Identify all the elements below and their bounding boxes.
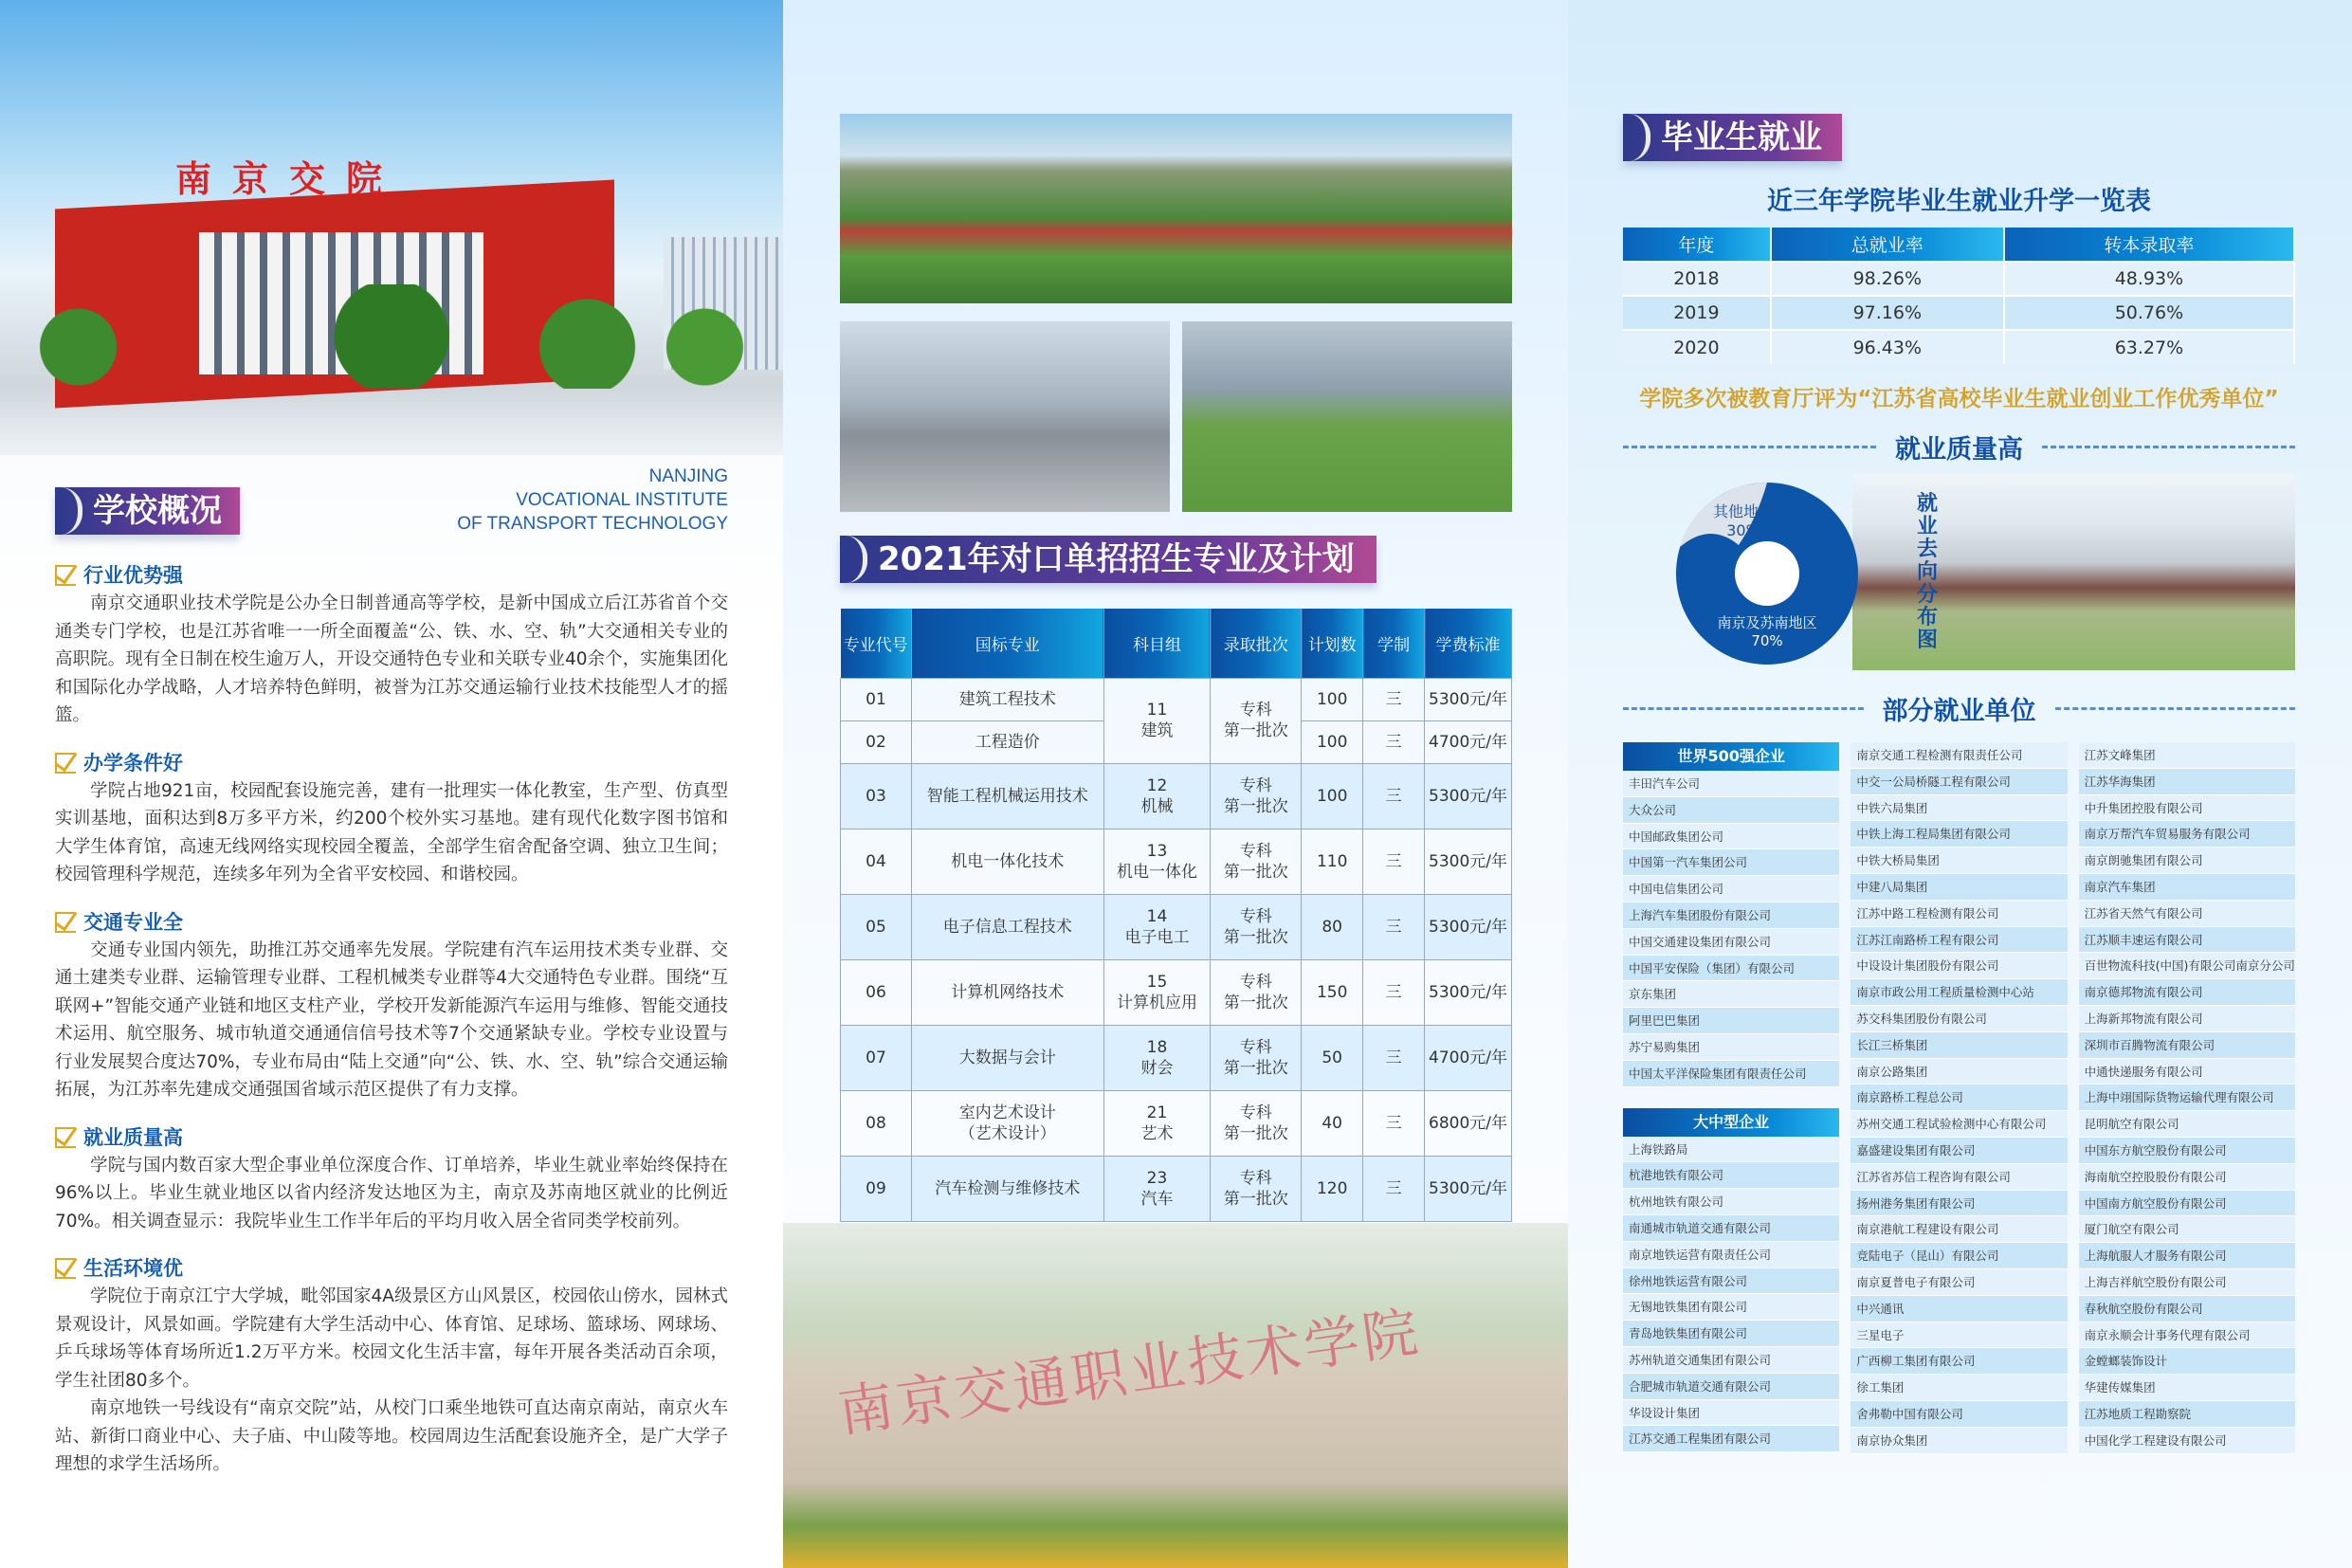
employer-item: 春秋航空股份有限公司: [2079, 1296, 2295, 1322]
admission-batch: 专科 第一批次: [1211, 959, 1302, 1025]
major-name: 机电一体化技术: [911, 829, 1103, 894]
employer-item: 杭州地铁有限公司: [1623, 1189, 1839, 1215]
middle-panel: [783, 0, 1568, 1568]
subject-group: 18 财会: [1103, 1025, 1211, 1090]
upgrade-rate: 48.93%: [2004, 262, 2294, 296]
employer-item: 无锡地铁集团有限公司: [1623, 1294, 1839, 1321]
inscribed-rock-photo: [783, 1223, 1568, 1568]
employer-item: 嘉盛建设集团有限公司: [1851, 1138, 2067, 1164]
study-years: 三: [1363, 1090, 1425, 1156]
admission-batch: 专科 第一批次: [1211, 678, 1302, 763]
employer-item: 青岛地铁集团有限公司: [1623, 1321, 1839, 1347]
employer-item: 上海航服人才服务有限公司: [2079, 1243, 2295, 1269]
subject-group: 23 汽车: [1103, 1156, 1211, 1221]
employer-item: 苏宁易购集团: [1623, 1034, 1839, 1061]
column-header: 学费标准: [1425, 609, 1512, 678]
tuition-fee: 4700元/年: [1425, 720, 1512, 763]
employer-item: 广西柳工集团有限公司: [1851, 1348, 2067, 1375]
section-text: 学院占地921亩，校园配套设施完善，建有一批理实一体化教室，生产型、仿真型实训基地，面积达到8万多平方米，约200个校外实习基地。建有现代化数字图书馆和大学生体育馆，高速无线网络实现校园全覆盖，全部学生宿舍配备空调、独立卫生间；校园管理科学规范，连续多年列为全省平安校园、和谐校园。: [55, 780, 728, 884]
employer-item: 三星电子: [1851, 1322, 2067, 1349]
employer-item: 中国平安保险（集团）有限公司: [1623, 956, 1839, 982]
study-years: 三: [1363, 1025, 1425, 1090]
employer-item: 百世物流科技(中国)有限公司南京分公司: [2079, 953, 2295, 979]
admission-batch: 专科 第一批次: [1211, 763, 1302, 829]
employer-item: 合肥城市轨道交通有限公司: [1623, 1374, 1839, 1400]
employer-item: 金螳螂装饰设计: [2079, 1348, 2295, 1375]
major-name: 大数据与会计: [911, 1025, 1103, 1090]
employer-item: 上海汽车集团股份有限公司: [1623, 903, 1839, 929]
table-row: [841, 1156, 1512, 1221]
major-code: 07: [841, 1025, 912, 1090]
employer-item: 中升集团控股有限公司: [2079, 795, 2295, 822]
employer-item: 中国太平洋保险集团有限责任公司: [1623, 1061, 1839, 1087]
section-title: 就业质量高: [83, 1125, 183, 1149]
table-row: [841, 1090, 1512, 1156]
study-years: 三: [1363, 678, 1425, 720]
skating-students-photo: [840, 321, 1170, 512]
employer-item: 上海中翊国际货物运输代理有限公司: [2079, 1085, 2295, 1111]
employer-item: 上海吉祥航空股份有限公司: [2079, 1269, 2295, 1296]
distribution-donut-chart: [1672, 479, 1862, 668]
table-row: [1623, 296, 2294, 330]
section-text: 交通专业国内领先，助推江苏交通率先发展。学院建有汽车运用技术类专业群、交通土建类专业群、运输管理专业群、工程机械类专业群等4大交通特色专业群。围绕“互联网+”智能交通产业链和地区支柱产业，学校开发新能源汽车运用与维修、智能交通技术运用、航空服务、城市轨道交通通信信号技术等7个交通紧缺专业。学校专业设置与行业发展契合度达70%，专业布局由“陆上交通”向“公、铁、水、空、轨”综合交通运输拓展，为江苏率先建成交通强国省域示范区提供了有力支撑。: [55, 939, 728, 1100]
employer-item: 深圳市百腾物流有限公司: [2079, 1032, 2295, 1059]
tuition-fee: 5300元/年: [1425, 959, 1512, 1025]
employer-item: 阿里巴巴集团: [1623, 1008, 1839, 1034]
employer-item: 江苏省苏信工程咨询有限公司: [1851, 1164, 2067, 1191]
tuition-fee: 5300元/年: [1425, 894, 1512, 959]
employer-item: 苏州交通工程试验检测中心有限公司: [1851, 1111, 2067, 1138]
major-code: 08: [841, 1090, 912, 1156]
section-text: 南京交通职业技术学院是公办全日制普通高等学校，是新中国成立后江苏省首个交通类专门学校，也是江苏省唯一一所全面覆盖“公、铁、水、空、轨”大交通相关专业的高职院。现有全日制在校生逾万人，开设交通特色专业和关联专业40余个，实施集团化和国际化办学战略，人才培养特色鲜明，被誉为江苏交通运输行业技术技能型人才的摇篮。: [55, 593, 728, 725]
tuition-fee: 5300元/年: [1425, 763, 1512, 829]
slice-value: 70%: [1751, 632, 1783, 649]
employer-item: 南京万帮汽车贸易服务有限公司: [2079, 821, 2295, 848]
upgrade-rate: 50.76%: [2004, 296, 2294, 330]
employer-item: 南京路桥工程总公司: [1851, 1085, 2067, 1111]
employer-column: [1623, 742, 1839, 1454]
employer-item: 江苏中路工程检测有限公司: [1851, 901, 2067, 927]
major-name: 计算机网络技术: [911, 959, 1103, 1025]
column-header: 转本录取率: [2004, 228, 2294, 262]
plan-count: 100: [1302, 763, 1363, 829]
section-title: 交通专业全: [83, 910, 183, 934]
section-header-overview: 学校概况: [55, 487, 240, 535]
major-name: 室内艺术设计 （艺术设计）: [911, 1090, 1103, 1156]
campus-aerial-photo: [840, 114, 1512, 303]
tuition-fee: 5300元/年: [1425, 678, 1512, 720]
check-icon: [55, 1127, 76, 1148]
plan-count: 80: [1302, 894, 1363, 959]
employer-item: 丰田汽车公司: [1623, 771, 1839, 797]
employer-group: [1623, 1137, 1839, 1453]
subject-group: 15 计算机应用: [1103, 959, 1211, 1025]
employer-item: 江苏江南路桥工程有限公司: [1851, 927, 2067, 954]
english-name-line: NANJING: [648, 466, 728, 486]
column-header: 年度: [1623, 228, 1771, 262]
employer-item: 竞陆电子（昆山）有限公司: [1851, 1243, 2067, 1269]
employment-rate: 96.43%: [1771, 330, 2004, 364]
distribution-chart-title: 就业去向分布图: [1917, 492, 1939, 652]
employer-item: 徐工集团: [1851, 1375, 2067, 1401]
table-row: [841, 959, 1512, 1025]
section-header-admission-plan: 2021年对口单招招生专业及计划: [840, 536, 1377, 583]
subject-group: 12 机械: [1103, 763, 1211, 829]
employer-item: 南京协众集团: [1851, 1428, 2067, 1454]
admission-batch: 专科 第一批次: [1211, 1025, 1302, 1090]
employer-item: 中国化学工程建设有限公司: [2079, 1428, 2295, 1454]
employer-item: 扬州港务集团有限公司: [1851, 1191, 2067, 1217]
employment-rate: 97.16%: [1771, 296, 2004, 330]
employer-item: 大众公司: [1623, 797, 1839, 824]
left-panel: [0, 0, 783, 1568]
employer-item: 昆明航空有限公司: [2079, 1111, 2295, 1138]
table-row: [1623, 330, 2294, 364]
admission-batch: 专科 第一批次: [1211, 894, 1302, 959]
employer-group-header: 世界500强企业: [1623, 742, 1839, 771]
plan-count: 110: [1302, 829, 1363, 894]
employer-item: 南京德邦物流有限公司: [2079, 979, 2295, 1006]
slice-value: 30%: [1726, 521, 1760, 539]
units-title: 部分就业单位: [1882, 697, 2036, 726]
employer-item: 南京夏普电子有限公司: [1851, 1269, 2067, 1296]
major-code: 03: [841, 763, 912, 829]
employer-item: 江苏交通工程集团有限公司: [1623, 1426, 1839, 1452]
units-divider: [1623, 690, 2295, 727]
major-name: 工程造价: [911, 720, 1103, 763]
donut-hole: [1735, 541, 1799, 606]
employer-item: 南京汽车集团: [2079, 874, 2295, 901]
employer-group: [1623, 771, 1839, 1087]
column-header: 计划数: [1302, 609, 1363, 678]
right-panel: [1568, 0, 2352, 1568]
plan-count: 150: [1302, 959, 1363, 1025]
section-text: 学院位于南京江宁大学城，毗邻国家4A级景区方山风景区，校园依山傍水，园林式景观设计，风景如画。学院建有大学生活动中心、体育馆、足球场、篮球场、网球场、乒乓球场等体育场所近1.2万平方米。校园文化生活丰富，每年开展各类活动百余项，学生社团80多个。: [55, 1286, 728, 1391]
column-header: 录取批次: [1211, 609, 1302, 678]
employer-item: 中交一公局桥隧工程有限公司: [1851, 769, 2067, 795]
column-header: 国标专业: [911, 609, 1103, 678]
employer-item: 江苏文峰集团: [2079, 742, 2295, 769]
employer-item: 南京交通工程检测有限责任公司: [1851, 742, 2067, 769]
employer-item: 中国交通建设集团有限公司: [1623, 929, 1839, 956]
table-row: [1623, 262, 2294, 296]
employer-item: 中兴通讯: [1851, 1296, 2067, 1322]
employer-lists: [1623, 742, 2295, 1454]
admission-plan-table: [840, 609, 1512, 1222]
employer-item: 南京市政公用工程质量检测中心站: [1851, 979, 2067, 1006]
plan-count: 40: [1302, 1090, 1363, 1156]
major-code: 05: [841, 894, 912, 959]
employment-table-title: 近三年学院毕业生就业升学一览表: [1767, 187, 2151, 216]
study-years: 三: [1363, 959, 1425, 1025]
school-sign: 南京交院: [175, 157, 404, 200]
employer-group-header: 大中型企业: [1623, 1108, 1839, 1137]
check-icon: [55, 565, 76, 586]
study-years: 三: [1363, 1156, 1425, 1221]
employment-rate-table: [1623, 228, 2295, 364]
quality-divider: [1623, 428, 2295, 465]
year: 2019: [1623, 296, 1771, 330]
honor-text: 学院多次被教育厅评为“江苏省高校毕业生就业创业工作优秀单位”: [1639, 387, 2279, 411]
employer-item: 江苏华海集团: [2079, 769, 2295, 795]
employer-item: 杭港地铁有限公司: [1623, 1162, 1839, 1189]
english-school-name: [457, 465, 728, 536]
employer-item: 中铁大桥局集团: [1851, 848, 2067, 874]
slice-label: 其他地区: [1712, 502, 1775, 520]
plan-count: 100: [1302, 678, 1363, 720]
check-icon: [55, 1258, 76, 1279]
section-title: 行业优势强: [83, 564, 183, 587]
employer-item: 中通快递服务有限公司: [2079, 1059, 2295, 1085]
study-years: 三: [1363, 829, 1425, 894]
section-conditions: [55, 749, 728, 889]
employer-item: 海南航空控股股份有限公司: [2079, 1164, 2295, 1191]
section-industry: [55, 561, 728, 730]
employer-item: 南通城市轨道交通有限公司: [1623, 1215, 1839, 1242]
employer-item: 南京港航工程建设有限公司: [1851, 1216, 2067, 1243]
table-row: [841, 763, 1512, 829]
employer-item: 中铁六局集团: [1851, 795, 2067, 822]
year: 2018: [1623, 262, 1771, 296]
tuition-fee: 5300元/年: [1425, 1156, 1512, 1221]
employer-item: 上海铁路局: [1623, 1137, 1839, 1163]
subject-group: 21 艺术: [1103, 1090, 1211, 1156]
employer-item: 南京地铁运营有限责任公司: [1623, 1242, 1839, 1268]
employer-item: 南京永顺会计事务代理有限公司: [2079, 1322, 2295, 1349]
slice-label: 南京及苏南地区: [1717, 614, 1817, 631]
tuition-fee: 5300元/年: [1425, 829, 1512, 894]
column-header: 总就业率: [1771, 228, 2004, 262]
employer-item: 中国电信集团公司: [1623, 876, 1839, 903]
employer-item: 苏州轨道交通集团有限公司: [1623, 1347, 1839, 1374]
major-code: 02: [841, 720, 912, 763]
section-title: 生活环境优: [83, 1257, 183, 1280]
plan-count: 120: [1302, 1156, 1363, 1221]
study-years: 三: [1363, 894, 1425, 959]
tuition-fee: 6800元/年: [1425, 1090, 1512, 1156]
employer-item: 苏交科集团股份有限公司: [1851, 1006, 2067, 1032]
campus-building-photo: [0, 0, 783, 455]
employer-column: [1851, 742, 2067, 1454]
english-name-line: OF TRANSPORT TECHNOLOGY: [457, 514, 728, 534]
employment-rate: 98.26%: [1771, 262, 2004, 296]
employer-item: 南京朗驰集团有限公司: [2079, 848, 2295, 874]
section-employment: [55, 1123, 728, 1236]
column-header: 科目组: [1103, 609, 1211, 678]
employer-item: 中国第一汽车集团公司: [1623, 849, 1839, 876]
column-header: 专业代号: [841, 609, 912, 678]
major-name: 建筑工程技术: [911, 678, 1103, 720]
employer-item: 南京公路集团: [1851, 1059, 2067, 1085]
major-name: 电子信息工程技术: [911, 894, 1103, 959]
study-years: 三: [1363, 720, 1425, 763]
employer-item: 舍弗勒中国有限公司: [1851, 1401, 2067, 1428]
section-text: 南京地铁一号线设有“南京交院”站，从校门口乘坐地铁可直达南京南站，南京火车站、新街口商业中心、夫子庙、中山陵等地。校园周边生活配套设施齐全，是广大学子理想的求学生活场所。: [55, 1398, 728, 1474]
major-code: 09: [841, 1156, 912, 1221]
employer-item: 江苏地质工程勘察院: [2079, 1401, 2295, 1428]
tuition-fee: 4700元/年: [1425, 1025, 1512, 1090]
section-text: 学院与国内数百家大型企事业单位深度合作、订单培养，毕业生就业率始终保持在96%以上。毕业生就业地区以省内经济发达地区为主，南京及苏南地区就业的比例近70%。相关调查显示：我院毕业生工作半年后的平均月收入居全省同类学校前列。: [55, 1155, 728, 1231]
employer-item: 江苏顺丰速运有限公司: [2079, 927, 2295, 954]
employer-item: 厦门航空有限公司: [2079, 1216, 2295, 1243]
employer-item: 徐州地铁运营有限公司: [1623, 1268, 1839, 1295]
plan-count: 50: [1302, 1025, 1363, 1090]
english-name-line: VOCATIONAL INSTITUTE: [516, 490, 728, 510]
employer-item: 中国邮政集团公司: [1623, 824, 1839, 850]
admission-batch: 专科 第一批次: [1211, 829, 1302, 894]
subject-group: 11 建筑: [1103, 678, 1211, 763]
students-on-lawn-photo: [1182, 321, 1512, 512]
column-header: 学制: [1363, 609, 1425, 678]
section-header-graduate-employment: 毕业生就业: [1623, 114, 1842, 161]
employer-item: 中建八局集团: [1851, 874, 2067, 901]
employer-item: 长江三桥集团: [1851, 1032, 2067, 1059]
section-title: 办学条件好: [83, 751, 183, 775]
major-code: 06: [841, 959, 912, 1025]
year: 2020: [1623, 330, 1771, 364]
major-name: 智能工程机械运用技术: [911, 763, 1103, 829]
employer-item: 中国南方航空股份有限公司: [2079, 1191, 2295, 1217]
employer-item: 华建传媒集团: [2079, 1375, 2295, 1401]
upgrade-rate: 63.27%: [2004, 330, 2294, 364]
employer-item: 中铁上海工程局集团有限公司: [1851, 821, 2067, 848]
section-environment: [55, 1254, 728, 1479]
employer-column: [2079, 742, 2295, 1454]
employer-item: 上海新邦物流有限公司: [2079, 1006, 2295, 1032]
table-row: [841, 894, 1512, 959]
admission-batch: 专科 第一批次: [1211, 1090, 1302, 1156]
employer-item: 华设设计集团: [1623, 1400, 1839, 1427]
employer-item: 中国东方航空股份有限公司: [2079, 1138, 2295, 1164]
major-code: 01: [841, 678, 912, 720]
table-row: [841, 1025, 1512, 1090]
employer-item: 中设设计集团股份有限公司: [1851, 953, 2067, 979]
admission-batch: 专科 第一批次: [1211, 1156, 1302, 1221]
subject-group: 13 机电一体化: [1103, 829, 1211, 894]
subject-group: 14 电子电工: [1103, 894, 1211, 959]
trees: [0, 284, 783, 389]
section-majors: [55, 908, 728, 1104]
plan-count: 100: [1302, 720, 1363, 763]
table-row: [841, 829, 1512, 894]
employer-item: 京东集团: [1623, 981, 1839, 1008]
study-years: 三: [1363, 763, 1425, 829]
employer-item: 江苏省天然气有限公司: [2079, 901, 2295, 927]
major-code: 04: [841, 829, 912, 894]
table-row: [841, 678, 1512, 720]
overview-sections: [55, 561, 728, 1498]
check-icon: [55, 912, 76, 933]
quality-title: 就业质量高: [1895, 435, 2023, 465]
major-name: 汽车检测与维修技术: [911, 1156, 1103, 1221]
rock-inscription: 南京交通职业技术学院: [833, 1299, 1426, 1445]
check-icon: [55, 753, 76, 774]
